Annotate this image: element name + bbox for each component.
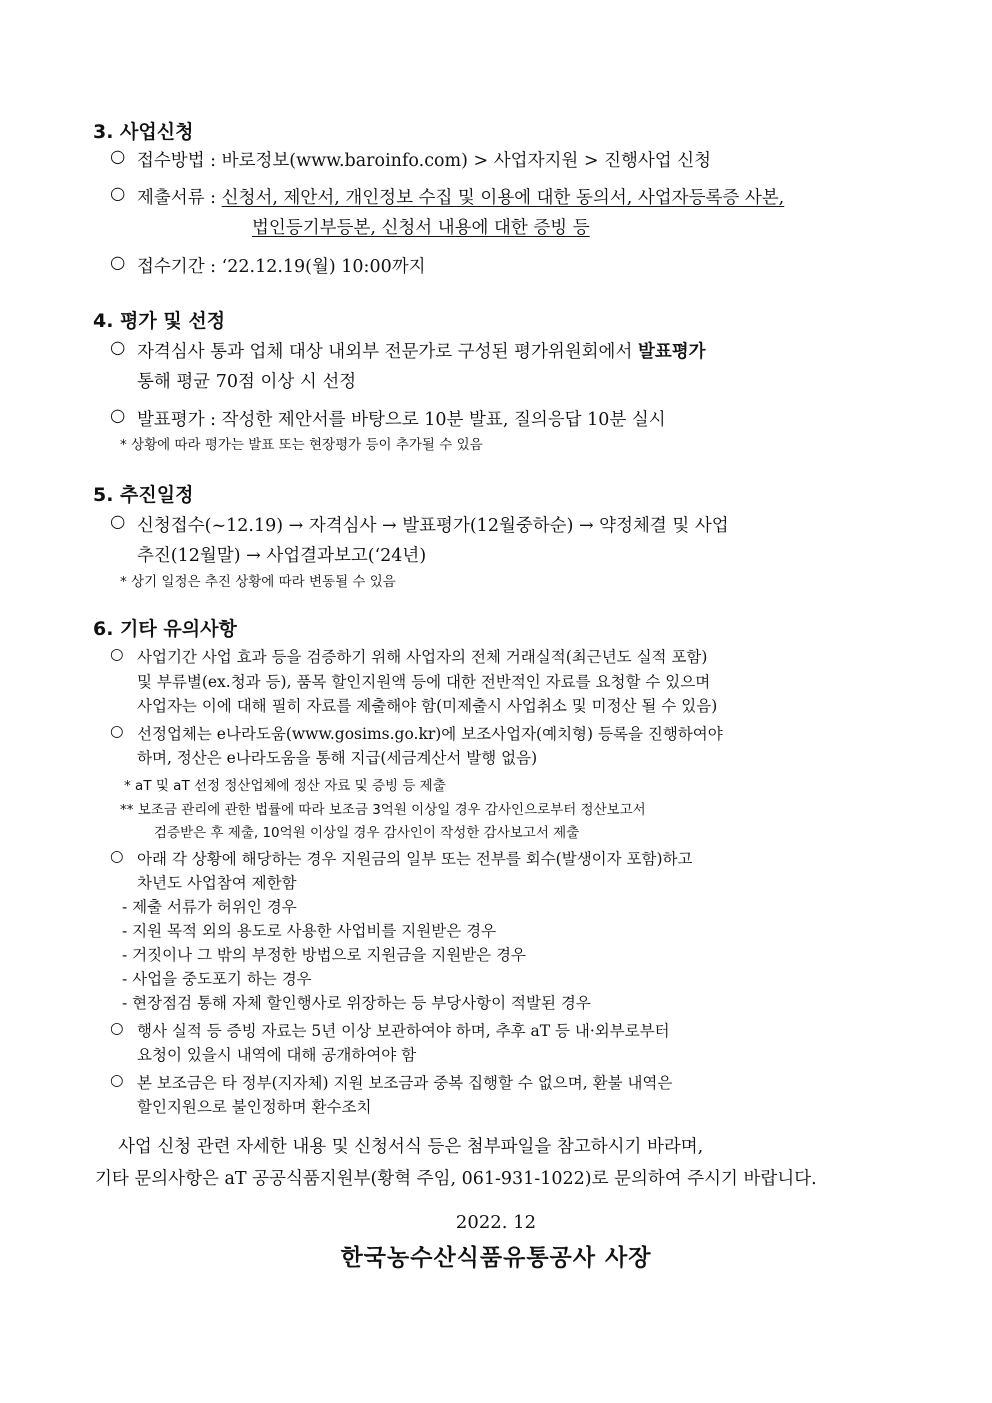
docs-row [137,184,784,209]
closing-line-2: 기타 문의사항은 aT 공공식품지원부(황혁 주임, 061-931-1022)로 문의하여 주시기 바랍니다. [95,1169,817,1189]
bullet-icon: ○ [110,184,126,204]
bullet-icon: ○ [110,1019,124,1037]
issuer-name: 한국농수산식품유통공사 사장 [340,1245,652,1271]
settlement-note: * aT 및 aT 선정 정산업체에 정산 자료 및 증빙 등 제출 [124,778,446,794]
bullet-icon: ○ [110,512,126,532]
dash-item: - 거짓이나 그 밖의 부정한 방법으로 지원금을 지원받은 경우 [122,946,527,964]
period-value: ‘22.12.19(월) 10:00까지 [221,257,426,277]
bullet-icon: ○ [110,722,124,740]
note-p4-line-1: 행사 실적 등 증빙 자료는 5년 이상 보관하여야 하며, 추후 aT 등 내·외부로부터 [137,1022,670,1040]
method-label: 접수방법 : [137,151,217,171]
note-p3-line-2: 차년도 사업참여 제한함 [137,874,297,892]
docs-line-2: 법인등기부등본, 신청서 내용에 대한 증빙 등 [252,218,590,238]
closing-line-1: 사업 신청 관련 자세한 내용 및 신청서식 등은 첨부파일을 참고하시기 바라며, [118,1137,704,1157]
schedule-note: * 상기 일정은 추진 상황에 따라 변동될 수 있음 [120,574,396,590]
bullet-icon: ○ [110,406,126,426]
note-p2-line-2: 하며, 정산은 e나라도움을 통해 지급(세금계산서 발행 없음) [137,749,538,767]
method-value: 바로정보(www.baroinfo.com) > 사업자지원 > 진행사업 신청 [221,151,712,171]
bullet-icon: ○ [110,645,124,663]
docs-label: 제출서류 : [137,188,217,208]
dash-item: - 현장점검 통해 자체 할인행사로 위장하는 등 부당사항이 적발된 경우 [122,994,591,1012]
note-p5-line-2: 할인지원으로 불인정하며 환수조치 [137,1098,372,1116]
document-date: 2022. 12 [455,1212,537,1233]
note-p3-line-1: 아래 각 상황에 해당하는 경우 지원금의 일부 또는 전부를 회수(발생이자 포함)하고 [137,850,693,868]
bullet-icon: ○ [110,147,126,167]
eval-bold-text: 발표평가 [637,342,706,362]
section-3-title: 3. 사업신청 [93,121,194,143]
dash-item: - 제출 서류가 허위인 경우 [122,898,297,916]
note-p1-line-2: 및 부류별(ex.청과 등), 품목 할인지원액 등에 대한 전반적인 자료를 요청할 수 있으며 [137,673,711,691]
docs-line-1: 신청서, 제안서, 개인정보 수집 및 이용에 대한 동의서, 사업자등록증 사본, [221,188,785,208]
section-6-title: 6. 기타 유의사항 [93,618,237,640]
note-p4-line-2: 요청이 있을시 내역에 대해 공개하여야 함 [137,1046,417,1064]
eval-note: * 상황에 따라 평가는 발표 또는 현장평가 등이 추가될 수 있음 [120,437,483,453]
presentation-eval: 발표평가 : 작성한 제안서를 바탕으로 10분 발표, 질의응답 10분 실시 [137,410,666,430]
note-p1-line-3: 사업자는 이에 대해 필히 자료를 제출해야 함(미제출시 사업취소 및 미정산 될 수 있음) [137,697,718,715]
note-p5-line-1: 본 보조금은 타 정부(지자체) 지원 보조금과 중복 집행할 수 없으며, 환불 내역은 [137,1074,673,1092]
eval-text: 자격심사 통과 업체 대상 내외부 전문가로 구성된 평가위원회에서 [137,342,633,362]
schedule-line-1: 신청접수(~12.19) → 자격심사 → 발표평가(12월중하순) → 약정체결 및 사업 [137,516,729,536]
note-p2-line-1: 선정업체는 e나라도움(www.gosims.go.kr)에 보조사업자(예치형) 등록을 진행하여야 [137,725,723,743]
bullet-icon: ○ [110,253,126,273]
bullet-icon: ○ [110,847,124,865]
bullet-icon: ○ [110,338,126,358]
eval-paragraph-line-1 [137,338,706,363]
period-row [137,253,426,278]
dash-item: - 지원 목적 외의 용도로 사용한 사업비를 지원받은 경우 [122,922,497,940]
audit-note-line-1: ** 보조금 관리에 관한 법률에 따라 보조금 3억원 이상일 경우 감사인으로부터 정산보고서 [120,802,646,818]
eval-paragraph-line-2: 통해 평균 70점 이상 시 선정 [137,372,357,392]
period-label: 접수기간 : [137,257,217,277]
dash-item: - 사업을 중도포기 하는 경우 [122,970,312,988]
section-4-title: 4. 평가 및 선정 [93,310,226,332]
schedule-line-2: 추진(12월말) → 사업결과보고(‘24년) [137,546,427,566]
method-row [137,147,711,172]
bullet-icon: ○ [110,1071,124,1089]
section-5-title: 5. 추진일정 [93,484,194,506]
audit-note-line-2: 검증받은 후 제출, 10억원 이상일 경우 감사인이 작성한 감사보고서 제출 [154,825,580,841]
note-p1-line-1: 사업기간 사업 효과 등을 검증하기 위해 사업자의 전체 거래실적(최근년도 실적 포함) [137,648,708,666]
